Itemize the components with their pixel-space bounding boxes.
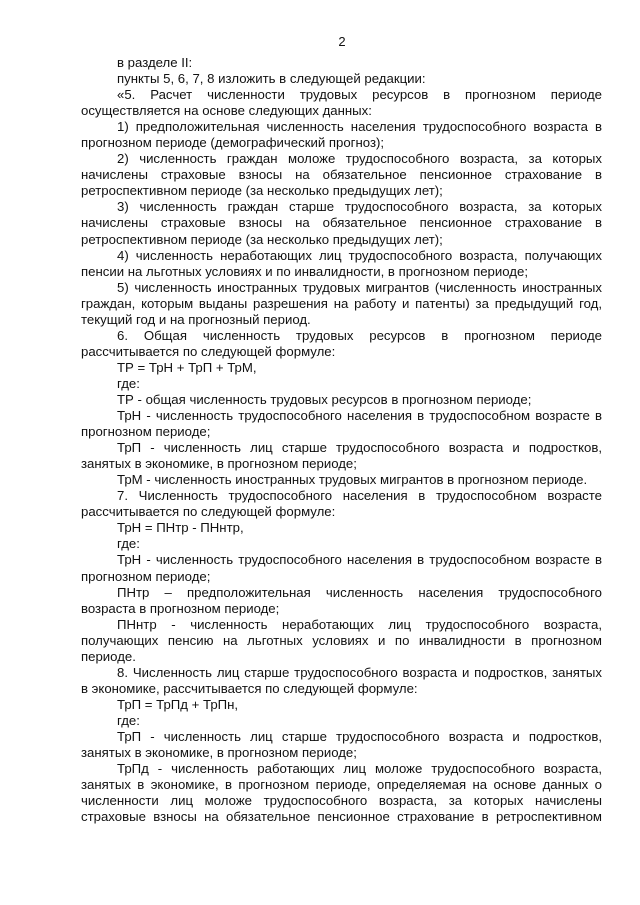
amendment-instruction: пункты 5, 6, 7, 8 изложить в следующей редакции: [117, 71, 426, 87]
list-item-4: 4) численность неработающих лиц трудоспособного возраста, получающих пенсии на льготных условиях и по инвалидности, в прогнозном периоде; [81, 247, 602, 279]
list-item-3: 3) численность граждан старше трудоспособного возраста, за которых начислены страховые взносы на обязательное пенсионное страхование в ретроспективном периоде (за несколько предыдущих лет); [81, 199, 602, 247]
definition-trp: ТрП - численность лиц старше трудоспособного возраста и подростков, занятых в экономике, в прогнозном периоде; [81, 440, 602, 472]
definition-pnntr: ПНнтр - численность неработающих лиц трудоспособного возраста, получающих пенсию на льготных условиях и по инвалидности в прогнозном периоде. [81, 616, 602, 664]
section-intro: в разделе II: [117, 55, 193, 70]
list-item-2: 2) численность граждан моложе трудоспособного возраста, за которых начислены страховые взносы на обязательное пенсионное страхование в ретроспективном периоде (за несколько предыдущих лет); [81, 151, 602, 199]
paragraph-8: 8. Численность лиц старше трудоспособного возраста и подростков, занятых в экономике, рассчитывается по следующей формуле: [81, 664, 602, 696]
definition-tr: ТР - общая численность трудовых ресурсов в прогнозном периоде; [117, 391, 532, 407]
document-body [81, 55, 602, 825]
definition-trm: ТрМ - численность иностранных трудовых мигрантов в прогнозном периоде. [117, 472, 588, 488]
where-label: где: [117, 536, 140, 552]
definition-pntr: ПНтр – предположительная численность населения трудоспособного возраста в прогнозном периоде; [81, 584, 602, 616]
formula-tr: ТР = ТрН + ТрП + ТрМ, [117, 359, 257, 375]
definition-trn-2: ТрН - численность трудоспособного населения в трудоспособном возрасте в прогнозном периоде; [81, 552, 602, 584]
formula-trn: ТрН = ПНтр - ПНнтр, [117, 520, 244, 536]
formula-trp: ТрП = ТрПд + ТрПн, [117, 696, 239, 712]
definition-trn: ТрН - численность трудоспособного населения в трудоспособном возрасте в прогнозном периоде; [81, 408, 602, 440]
paragraph-7: 7. Численность трудоспособного населения в трудоспособном возрасте рассчитывается по следующей формуле: [81, 488, 602, 520]
list-item-5: 5) численность иностранных трудовых мигрантов (численность иностранных граждан, которым выданы разрешения на работу и патенты) за предыдущий год, текущий год и на прогнозный период. [81, 279, 602, 327]
definition-trpd: ТрПд - численность работающих лиц моложе трудоспособного возраста, занятых в экономике, в прогнозном периоде, определяемая на основе данных о численности лиц моложе трудоспособного возраста, за которых начислены страховые взносы на обязательное пенсионное страхование в ретроспективном [81, 761, 602, 825]
paragraph-5: «5. Расчет численности трудовых ресурсов в прогнозном периоде осуществляется на основе следующих данных: [81, 87, 602, 119]
where-label: где: [117, 375, 140, 391]
list-item-1: 1) предположительная численность населения трудоспособного возраста в прогнозном периоде (демографический прогноз); [81, 119, 602, 151]
page-number: 2 [338, 34, 346, 49]
where-label: где: [117, 712, 140, 728]
definition-trp-2: ТрП - численность лиц старше трудоспособного возраста и подростков, занятых в экономике, в прогнозном периоде; [81, 728, 602, 761]
paragraph-6: 6. Общая численность трудовых ресурсов в прогнозном периоде рассчитывается по следующей формуле: [81, 327, 602, 359]
